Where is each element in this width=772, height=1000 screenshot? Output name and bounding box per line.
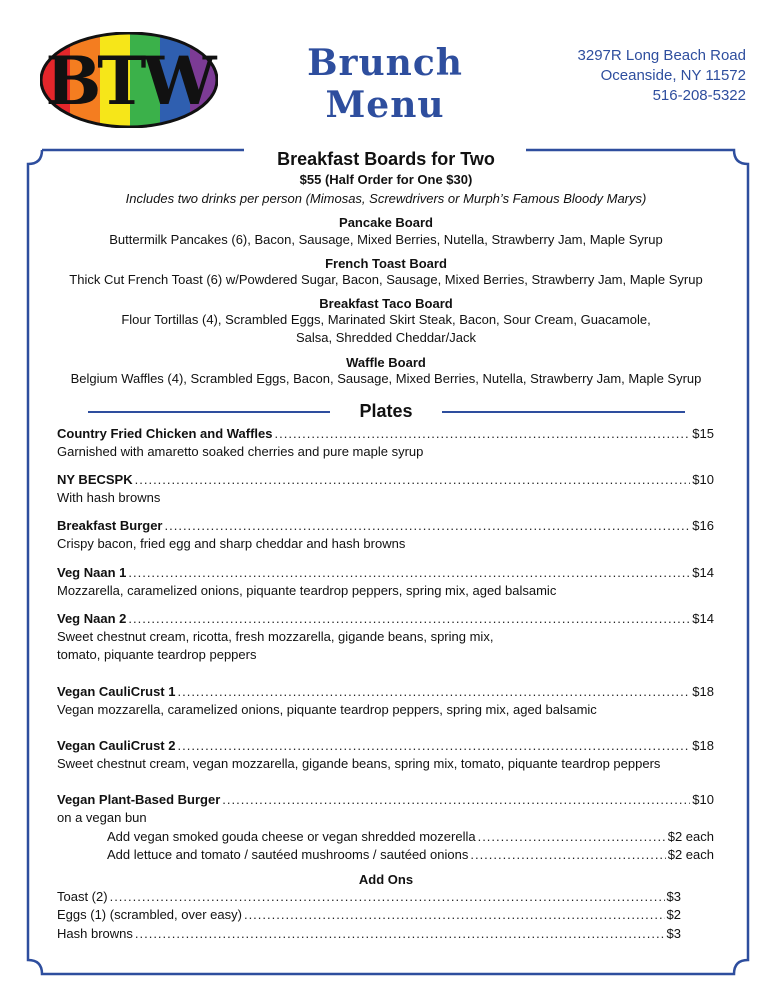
addon-name: Hash browns bbox=[57, 926, 133, 941]
leader-dots bbox=[177, 738, 690, 753]
menu-item bbox=[57, 472, 714, 487]
board-name: Breakfast Taco Board bbox=[319, 296, 453, 311]
logo bbox=[40, 32, 218, 128]
menu-item bbox=[57, 611, 714, 626]
leader-dots bbox=[470, 847, 665, 862]
board-desc: Salsa, Shredded Cheddar/Jack bbox=[296, 330, 476, 345]
boards-price: $55 (Half Order for One $30) bbox=[299, 172, 473, 187]
page-title-line1: Brunch bbox=[307, 42, 463, 84]
leader-dots bbox=[135, 472, 691, 487]
addon-name: Add lettuce and tomato / sautéed mushrooms / sautéed onions bbox=[107, 847, 469, 862]
board-desc: Thick Cut French Toast (6) w/Powdered Sugar, Bacon, Sausage, Mixed Berries, Strawberry Jam, Maple Syrup bbox=[69, 272, 703, 287]
plates-title: Plates bbox=[359, 401, 413, 421]
leader-dots bbox=[275, 426, 691, 441]
item-desc: Crispy bacon, fried egg and sharp cheddar and hash browns bbox=[57, 536, 406, 551]
item-desc: Mozzarella, caramelized onions, piquante teardrop peppers, spring mix, aged balsamic bbox=[57, 583, 557, 598]
leader-dots bbox=[244, 907, 665, 922]
board-desc: Buttermilk Pancakes (6), Bacon, Sausage, Mixed Berries, Nutella, Strawberry Jam, Maple Syrup bbox=[109, 232, 663, 247]
item-name: Vegan Plant-Based Burger bbox=[57, 792, 221, 807]
item-price: $14 bbox=[692, 611, 714, 626]
item-name: NY BECSPK bbox=[57, 472, 133, 487]
addon-item bbox=[57, 889, 681, 904]
addon-item bbox=[57, 926, 681, 941]
item-name: Vegan CauliCrust 2 bbox=[57, 738, 176, 753]
address-line2: Oceanside, NY 11572 bbox=[600, 67, 746, 84]
item-desc: Garnished with amaretto soaked cherries and pure maple syrup bbox=[57, 444, 424, 459]
phone-number: 516-208-5322 bbox=[652, 87, 746, 104]
leader-dots bbox=[128, 565, 690, 580]
item-price: $18 bbox=[692, 738, 714, 753]
item-price: $16 bbox=[692, 518, 714, 533]
item-desc: tomato, piquante teardrop peppers bbox=[57, 647, 257, 662]
boards-title: Breakfast Boards for Two bbox=[277, 149, 495, 169]
item-name: Veg Naan 2 bbox=[57, 611, 127, 626]
leader-dots bbox=[177, 684, 690, 699]
addon-price: $2 each bbox=[667, 847, 714, 862]
board-name: Waffle Board bbox=[346, 355, 426, 370]
address-line1: 3297R Long Beach Road bbox=[577, 47, 746, 64]
logo-text: BTW bbox=[45, 42, 213, 120]
leader-dots bbox=[128, 611, 690, 626]
item-name: Country Fried Chicken and Waffles bbox=[57, 426, 273, 441]
board-name: Pancake Board bbox=[339, 215, 433, 230]
page-title-line2: Menu bbox=[325, 84, 445, 126]
boards-drinks: Includes two drinks per person (Mimosas, Screwdrivers or Murph’s Famous Bloody Marys) bbox=[125, 191, 647, 206]
burger-addon bbox=[107, 847, 714, 862]
item-desc: Sweet chestnut cream, ricotta, fresh mozzarella, gigande beans, spring mix, bbox=[57, 629, 494, 644]
item-price: $14 bbox=[692, 565, 714, 580]
item-price: $15 bbox=[692, 426, 714, 441]
addon-price: $3 bbox=[666, 889, 681, 904]
burger-addon bbox=[107, 829, 714, 844]
item-desc: Vegan mozzarella, caramelized onions, piquante teardrop peppers, spring mix, aged balsamic bbox=[57, 702, 597, 717]
item-name: Veg Naan 1 bbox=[57, 565, 127, 580]
addon-name: Add vegan smoked gouda cheese or vegan shredded mozerella bbox=[107, 829, 476, 844]
item-price: $10 bbox=[692, 472, 714, 487]
board-name: French Toast Board bbox=[325, 256, 447, 271]
addon-price: $3 bbox=[666, 926, 681, 941]
addons-title: Add Ons bbox=[358, 872, 414, 887]
leader-dots bbox=[110, 889, 665, 904]
addon-price: $2 bbox=[666, 907, 681, 922]
menu-item bbox=[57, 426, 714, 441]
menu-item bbox=[57, 518, 714, 533]
menu-item bbox=[57, 684, 714, 699]
addon-item bbox=[57, 907, 681, 922]
addon-name: Toast (2) bbox=[57, 889, 108, 904]
item-desc: Sweet chestnut cream, vegan mozzarella, gigande beans, spring mix, tomato, piquante teardrop peppers bbox=[57, 756, 661, 771]
menu-item bbox=[57, 565, 714, 580]
item-desc: With hash browns bbox=[57, 490, 161, 505]
item-name: Vegan CauliCrust 1 bbox=[57, 684, 176, 699]
leader-dots bbox=[165, 518, 691, 533]
item-price: $18 bbox=[692, 684, 714, 699]
item-desc: on a vegan bun bbox=[57, 810, 147, 825]
leader-dots bbox=[135, 926, 665, 941]
board-desc: Belgium Waffles (4), Scrambled Eggs, Bacon, Sausage, Mixed Berries, Nutella, Strawberry Jam, Maple Syrup bbox=[70, 371, 702, 386]
leader-dots bbox=[478, 829, 666, 844]
addon-price: $2 each bbox=[667, 829, 714, 844]
menu-item bbox=[57, 792, 714, 807]
item-price: $10 bbox=[692, 792, 714, 807]
addon-name: Eggs (1) (scrambled, over easy) bbox=[57, 907, 242, 922]
menu-item bbox=[57, 738, 714, 753]
item-name: Breakfast Burger bbox=[57, 518, 163, 533]
leader-dots bbox=[222, 792, 690, 807]
board-desc: Flour Tortillas (4), Scrambled Eggs, Marinated Skirt Steak, Bacon, Sour Cream, Guacamole, bbox=[121, 312, 651, 327]
